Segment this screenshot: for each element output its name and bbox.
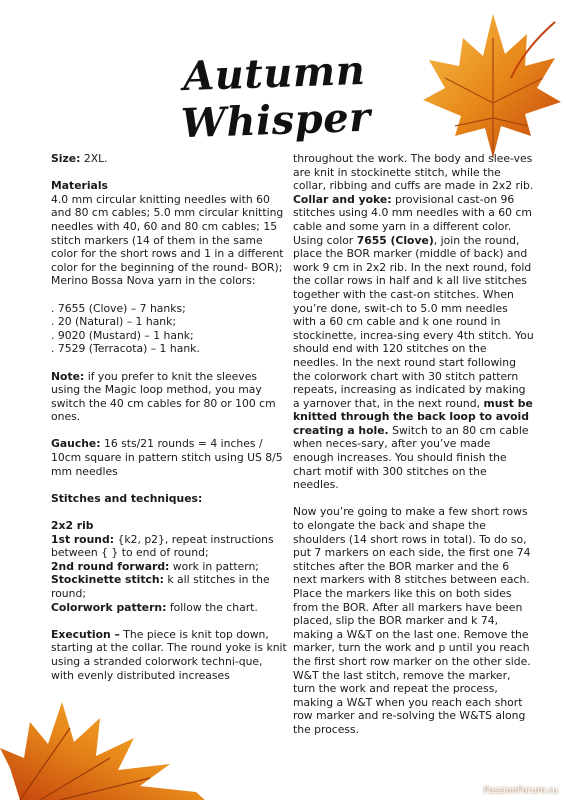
collar-text-2: , join the round, place the BOR marker (middle of back) and work 9 cm in 2x2 rib. In the next round, fold the collar rows in half and k all live stitches together with the cast-on stitches. When you’re done, swit-ch to 5.0 mm needles with a 60 cm cable and k one round in stockinette, increa-sing every 4th stitch. You should end with 120 stitches on the needles. In the next round start following the colorwork chart with 30 stitch pattern repeats, increasing as indicated by making a yarnover that, in the next round, <box>293 233 534 410</box>
stockinette-paragraph <box>51 573 287 600</box>
color-item: . 9020 (Mustard) – 1 hank; <box>51 328 194 342</box>
gauge-text: 16 sts/21 rounds = 4 inches / 10cm square in pattern stitch using US 8/5 mm needles <box>51 437 283 478</box>
left-column <box>51 152 287 682</box>
round2-text: work in pattern; <box>169 559 259 573</box>
collar-label: Collar and yoke: <box>293 192 392 206</box>
execution-label: Execution – <box>51 627 120 641</box>
color-item: . 7655 (Clove) – 7 hanks; <box>51 301 186 315</box>
stockinette-text: k all stitches in the round; <box>51 573 270 600</box>
gauge-paragraph <box>51 437 287 478</box>
materials-heading: Materials <box>51 179 108 193</box>
size-label: Size: <box>51 152 81 165</box>
round1-text: {k2, p2}, repeat instructions between { } to end of round; <box>51 532 274 560</box>
continuation-paragraph: throughout the work. The body and slee-ves are knit in stockinette stitch, while the collar, ribbing and cuffs are made in 2x2 rib. <box>293 152 534 193</box>
materials-text: 4.0 mm circular knitting needles with 60 and 80 cm cables; 5.0 mm circular knitting needles with 40, 60 and 80 cm cables; 15 stitch markers (14 of them in the same color for the short rows and 1 in a different color for the beginning of the round- BOR); Merino Bossa Nova yarn in the colors: <box>51 192 284 288</box>
size-value: 2XL. <box>80 152 108 165</box>
maple-leaf-top-right-icon <box>415 8 565 168</box>
colorwork-label: Colorwork pattern: <box>51 600 167 614</box>
round1-label: 1st round: <box>51 532 115 546</box>
note-label: Note: <box>51 369 85 383</box>
execution-text: The piece is knit top down, starting at the collar. The round yoke is knit using a stranded colorwork techni-que, with evenly distributed increases <box>51 627 287 682</box>
color-item: . 20 (Natural) – 1 hank; <box>51 315 177 329</box>
stockinette-label: Stockinette stitch: <box>51 573 164 587</box>
color-item: . 7529 (Terracota) – 1 hank. <box>51 342 200 356</box>
rib-heading: 2x2 rib <box>51 519 94 533</box>
page-title: Autumn Whisper <box>180 46 372 148</box>
colorwork-text: follow the chart. <box>166 600 258 614</box>
round2-paragraph <box>51 560 287 574</box>
colorwork-paragraph <box>51 601 287 615</box>
collar-text-3: Switch to an 80 cm cable when neces-sary, after you’ve made enough increases. You should finish the chart motif with 300 stitches on the needles. <box>293 423 529 492</box>
gauge-label: Gauche: <box>51 437 101 451</box>
size-line <box>51 152 287 166</box>
round1-paragraph <box>51 533 287 560</box>
execution-paragraph <box>51 628 287 682</box>
collar-text-1: provisional cast-on 96 stitches using 4.0 mm needles with a 60 cm cable and some yarn in a different color. Using color <box>293 192 532 247</box>
stitches-heading: Stitches and techniques: <box>51 491 203 505</box>
collar-paragraph <box>293 193 534 492</box>
short-rows-paragraph: Now you’re going to make a few short rows to elongate the back and shape the shoulders (14 short rows in total). To do so, put 7 markers on each side, the first one 74 stitches after the BOR marker and the 6 next markers with 8 stitches between each. Place the markers like this on both sides from the BOR. After all markers have been placed, slip the BOR marker and k 74, making a W&T on the last one. Remove the marker, turn the work and p until you reach the first short row marker on the other side. W&T the last stitch, remove the marker, turn the work and repeat the process, making a W&T when you reach each short row marker and re-solving the W&TS along the process. <box>293 505 531 736</box>
collar-color: 7655 (Clove) <box>356 233 434 247</box>
right-column <box>293 152 534 737</box>
watermark: PassionForum.ru <box>483 786 558 796</box>
note-paragraph <box>51 370 287 424</box>
collar-bold-warning: must be knitted through the back loop to avoid creating a hole. <box>293 396 533 437</box>
round2-label: 2nd round forward: <box>51 559 170 573</box>
maple-leaf-bottom-left-icon <box>0 688 205 800</box>
note-text: if you prefer to knit the sleeves using the Magic loop method, you may switch the 40 cm cables for 80 or 100 cm ones. <box>51 369 276 424</box>
